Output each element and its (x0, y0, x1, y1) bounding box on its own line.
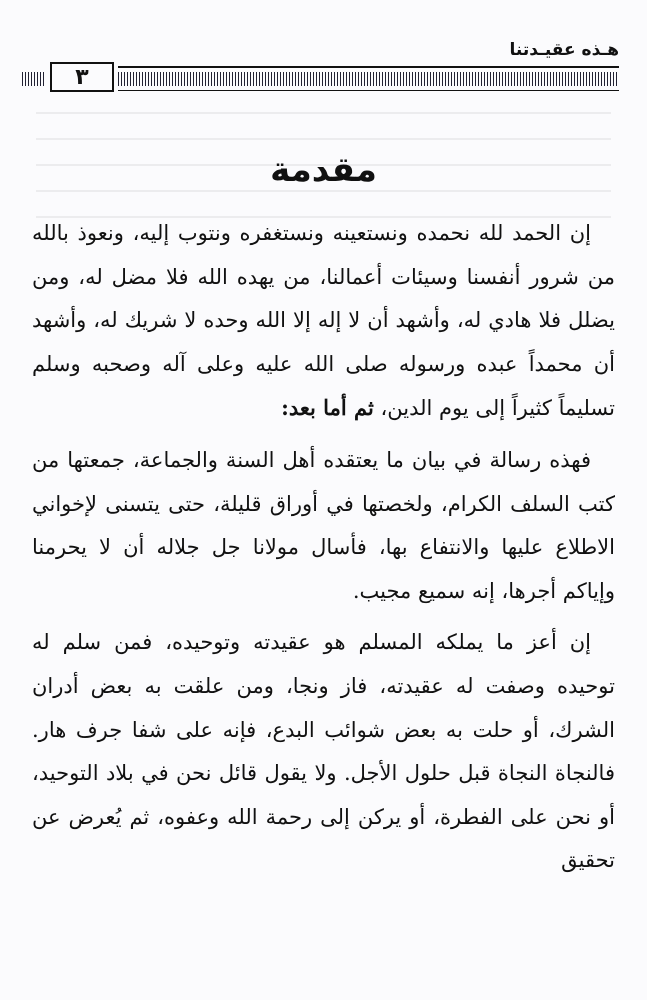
page-number: ٣ (50, 62, 114, 92)
body-text (32, 212, 615, 891)
paragraph-3: إن أعز ما يملكه المسلم هو عقيدته وتوحيده، فمن سلم له توحيده وصفت له عقيدته، فاز ونجا، ومن علقت به بعض أدران الشرك، أو حلت به بعض شوائب البدع، فإنه على شفا جرف هار. فالنجاة النجاة قبل حلول الأجل. ولا يقول قائل نحن في بلاد التوحيد، أو نحن على الفطرة، أو يركن إلى رحمة الله وعفوه، ثم يُعرض عن تحقيق (32, 630, 615, 873)
header-rule-bottom (118, 90, 619, 91)
paragraph-1-emphasis: ثم أما بعد: (281, 395, 374, 421)
running-header-title: هـذه عقيـدتنا (509, 40, 619, 60)
paragraph-2: فهذه رسالة في بيان ما يعتقده أهل السنة والجماعة، جمعتها من كتب السلف الكرام، ولخصتها في أوراق قليلة، حتى يتسنى لإخواني الاطلاع عليها والانتفاع بها، فأسال مولانا جل جلاله أن لا يحرمنا وإياكم أجرها، إنه سميع مجيب. (32, 447, 615, 603)
paragraph-1 (32, 212, 615, 431)
paragraph-1-text: إن الحمد لله نحمده ونستعينه ونستغفره ونتوب إليه، ونعوذ بالله من شرور أنفسنا وسيئات أعمالنا، من يهده الله فلا مضل له، ومن يضلل فلا هادي له، وأشهد أن لا إله إلا الله وحده لا شريك له، وأشهد أن محمداً عبده ورسوله صلى الله عليه وعلى آله وصحبه وسلم تسليماً كثيراً إلى يوم الدين، (32, 221, 615, 421)
header-rule-top (118, 66, 619, 68)
header-ornament-hatch (118, 72, 619, 86)
header-bar (22, 62, 619, 96)
section-title: مقدمة (270, 150, 377, 190)
header-ornament-left (22, 72, 44, 86)
